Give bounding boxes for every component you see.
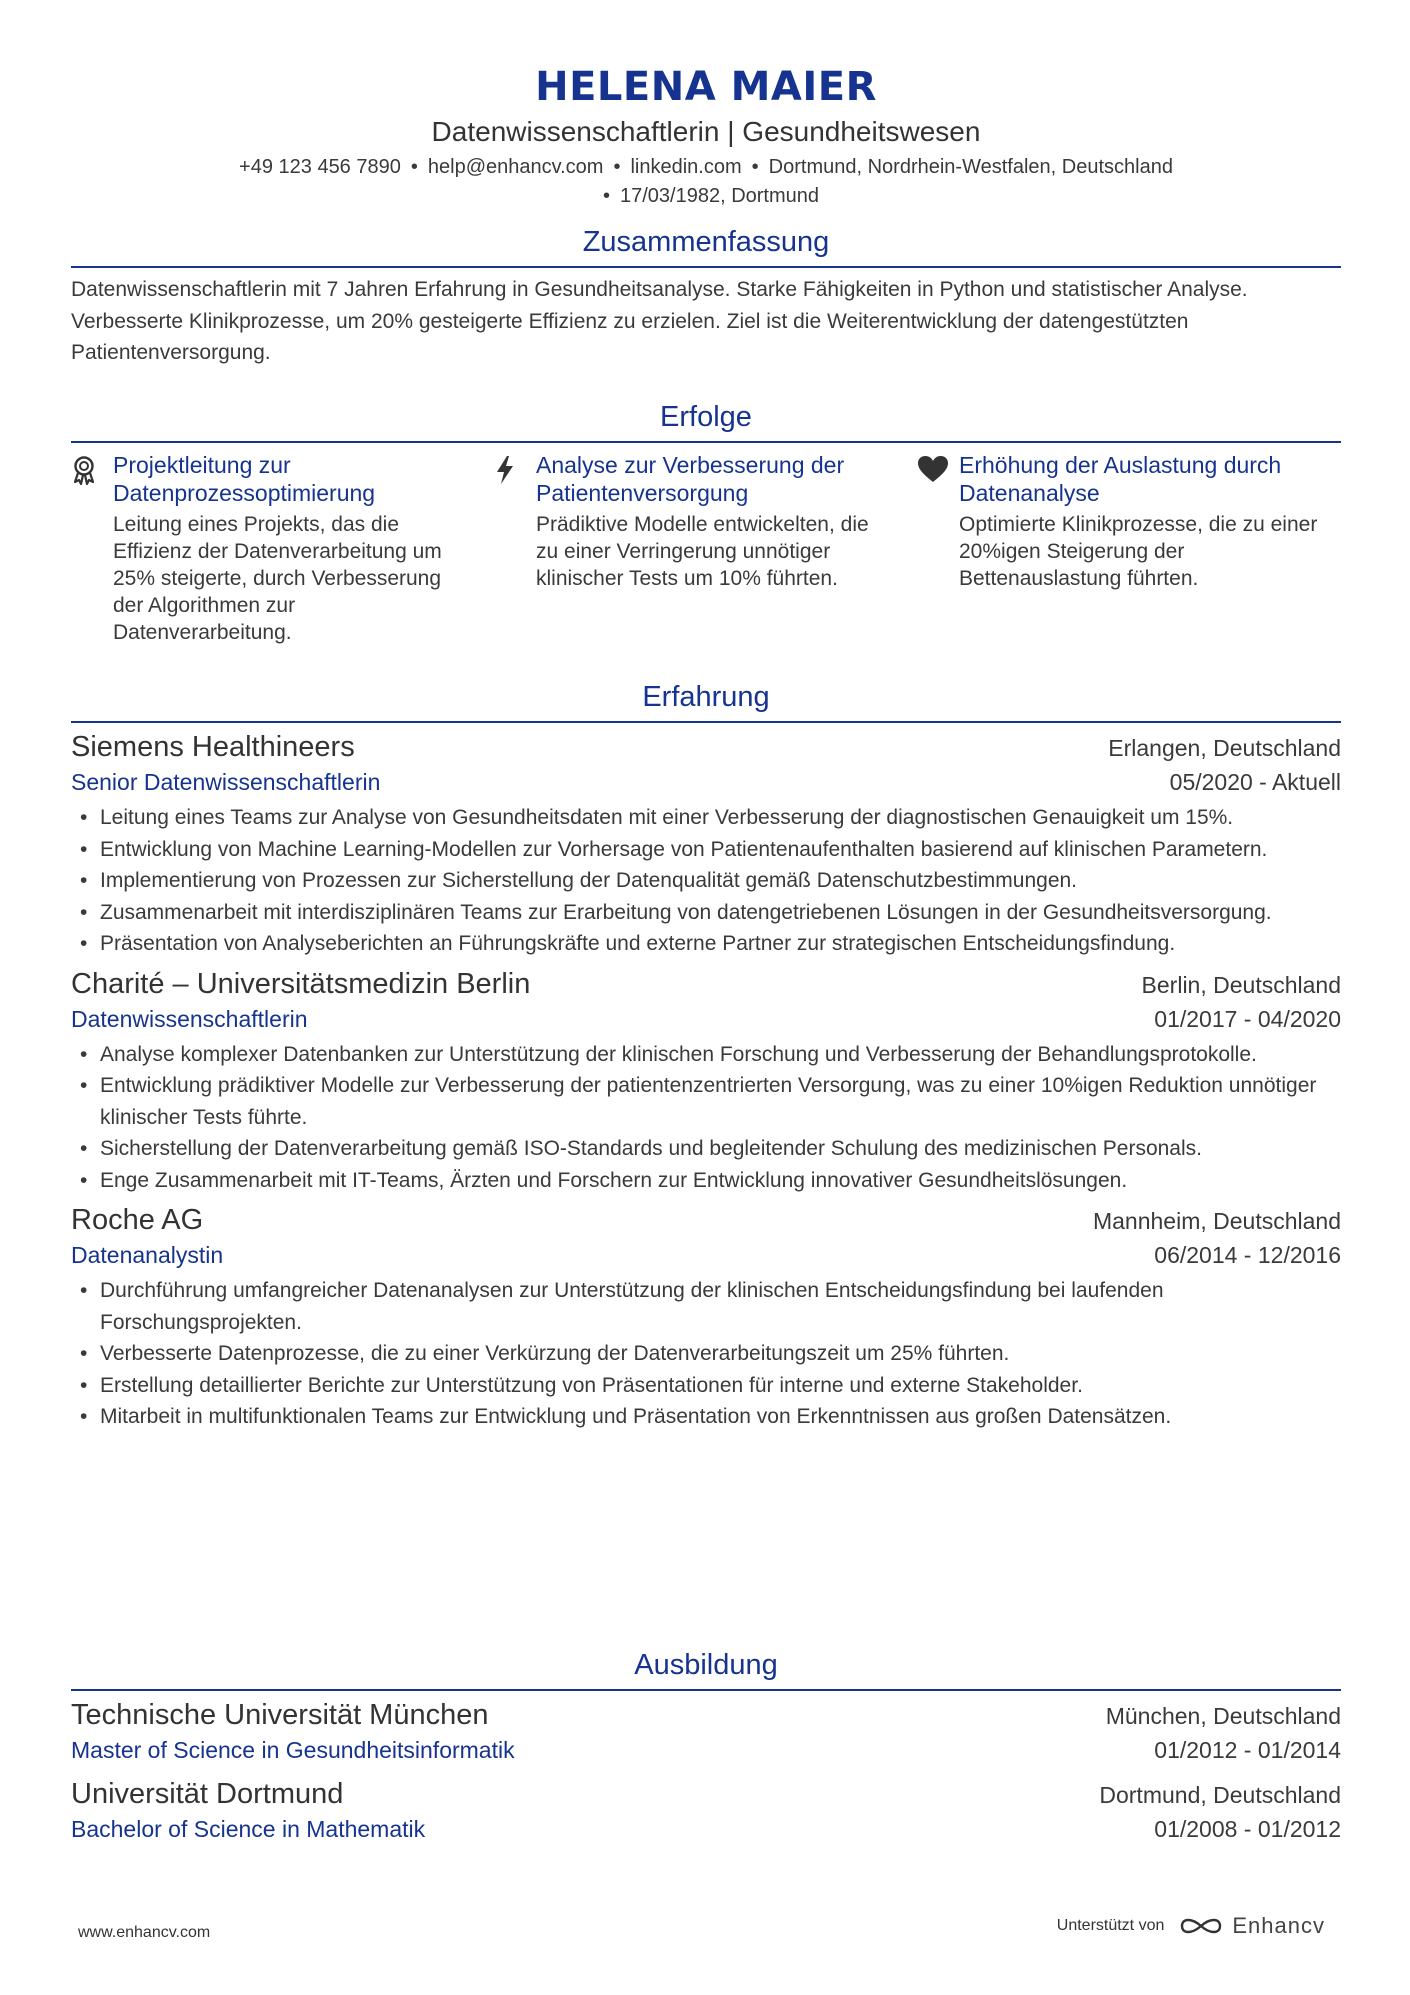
birth-info: 17/03/1982, Dortmund — [619, 185, 820, 207]
achievements-section — [71, 399, 1341, 646]
bullet-item: • Durchführung umfangreicher Datenanalysen zur Unterstützung der klinischen Entscheidungsfindung bei laufenden Forschungsprojekten. — [71, 1275, 1341, 1338]
job-role: Senior Datenwissenschaftlerin — [71, 769, 381, 795]
company-name: Charité – Universitätsmedizin Berlin — [71, 967, 531, 1000]
job-bullets — [71, 1275, 1341, 1433]
separator-dot: • — [613, 156, 621, 178]
job-location: Berlin, Deutschland — [1141, 971, 1341, 998]
bullet-item: • Erstellung detaillierter Berichte zur Unterstützung von Präsentationen für interne und externe Stakeholder. — [71, 1370, 1341, 1402]
job-dates: 06/2014 - 12/2016 — [1154, 1242, 1341, 1268]
separator-dot: • — [602, 185, 610, 207]
bullet-item: • Präsentation von Analyseberichten an Führungskräfte und externe Partner zur strategischen Entscheidungsfindung. — [71, 928, 1341, 960]
contact-info — [71, 153, 1341, 211]
achievement-item — [494, 451, 917, 646]
achievements-grid — [71, 451, 1341, 646]
degree: Master of Science in Gesundheitsinformatik — [71, 1737, 515, 1763]
achievement-item — [71, 451, 494, 646]
achievements-heading: Erfolge — [71, 399, 1341, 443]
company-name: Siemens Healthineers — [71, 731, 355, 763]
summary-text: Datenwissenschaftlerin mit 7 Jahren Erfahrung in Gesundheitsanalyse. Starke Fähigkeiten in Python und statistischer Analyse. Verbesserte Klinikprozesse, um 20% gesteigerte Effizienz zu erzielen. Ziel ist die Weiterentwicklung der datengestützten Patientenversorgung. — [71, 278, 1248, 364]
job-entry — [71, 966, 1341, 1197]
education-dates: 01/2012 - 01/2014 — [1154, 1737, 1341, 1763]
bullet-item: • Entwicklung prädiktiver Modelle zur Verbesserung der patientenzentrierten Versorgung, was zu einer 10%igen Reduktion unnötiger klinischer Tests führte. — [71, 1070, 1341, 1133]
bullet-item: • Analyse komplexer Datenbanken zur Unterstützung der klinischen Forschung und Verbesserung der Behandlungsprotokolle. — [71, 1039, 1341, 1071]
school-name: Technische Universität München — [71, 1699, 489, 1731]
school-location: Dortmund, Deutschland — [1099, 1782, 1341, 1808]
experience-heading: Erfahrung — [71, 679, 1341, 723]
school-location: München, Deutschland — [1105, 1703, 1341, 1729]
education-heading: Ausbildung — [71, 1647, 1341, 1691]
bullet-item: • Implementierung von Prozessen zur Sicherstellung der Datenqualität gemäß Datenschutzbestimmungen. — [71, 865, 1341, 897]
award-icon — [71, 451, 113, 646]
job-location: Erlangen, Deutschland — [1108, 735, 1341, 761]
summary-section — [71, 224, 1341, 369]
enhancv-brand: Enhancv — [1232, 1913, 1325, 1938]
education-dates: 01/2008 - 01/2012 — [1154, 1816, 1341, 1842]
education-entry — [71, 1697, 1341, 1766]
powered-by-label: Unterstützt von — [1056, 1917, 1165, 1934]
job-role: Datenwissenschaftlerin — [71, 1005, 308, 1032]
bullet-item: • Entwicklung von Machine Learning-Modellen zur Vorhersage von Patientenaufenthalten basierend auf klinischen Parametern. — [71, 834, 1341, 866]
resume-page — [71, 0, 1341, 1842]
achievement-description: Prädiktive Modelle entwickelten, die zu einer Verringerung unnötiger klinischer Tests um 10% führten. — [536, 513, 869, 590]
job-bullets — [71, 802, 1341, 960]
achievement-title: Analyse zur Verbesserung der Patientenversorgung — [536, 452, 845, 506]
enhancv-logo-icon — [1178, 1914, 1224, 1938]
separator-dot: • — [410, 156, 418, 178]
achievement-item — [917, 451, 1340, 646]
bullet-item: • Sicherstellung der Datenverarbeitung gemäß ISO-Standards und begleitender Schulung des medizinischen Personals. — [71, 1133, 1341, 1165]
company-name: Roche AG — [71, 1204, 204, 1236]
job-role: Datenanalystin — [71, 1242, 224, 1268]
separator-dot: • — [751, 156, 759, 178]
bullet-item: • Verbesserte Datenprozesse, die zu einer Verkürzung der Datenverarbeitungszeit um 25% führten. — [71, 1338, 1341, 1370]
job-entry — [71, 1202, 1341, 1433]
achievement-description: Optimierte Klinikprozesse, die zu einer 20%igen Steigerung der Bettenauslastung führten. — [959, 513, 1318, 590]
footer-website[interactable]: www.enhancv.com — [78, 1924, 211, 1941]
linkedin-link[interactable]: linkedin.com — [630, 156, 742, 178]
school-name: Universität Dortmund — [71, 1778, 344, 1810]
education-section — [71, 1647, 1341, 1845]
candidate-title: Datenwissenschaftlerin | Gesundheitswesen — [431, 116, 981, 147]
address: Dortmund, Nordrhein-Westfalen, Deutschland — [768, 156, 1173, 178]
job-entry — [71, 729, 1341, 960]
bullet-item: • Zusammenarbeit mit interdisziplinären Teams zur Erarbeitung von datengetriebenen Lösungen in der Gesundheitsversorgung. — [71, 897, 1341, 929]
candidate-name: HELENA MAIER — [535, 64, 877, 110]
degree: Bachelor of Science in Mathematik — [71, 1816, 426, 1842]
email[interactable]: help@enhancv.com — [427, 156, 604, 178]
achievement-description: Leitung eines Projekts, das die Effizienz der Datenverarbeitung um 25% steigerte, durch Verbesserung der Algorithmen zur Datenverarbeitung. — [113, 513, 442, 644]
job-bullets — [71, 1039, 1341, 1197]
summary-heading: Zusammenfassung — [71, 224, 1341, 268]
bullet-item: • Leitung eines Teams zur Analyse von Gesundheitsdaten mit einer Verbesserung der diagnostischen Genauigkeit um 15%. — [71, 802, 1341, 834]
bullet-item: • Mitarbeit in multifunktionalen Teams zur Entwicklung und Präsentation von Erkenntnissen aus großen Datensätzen. — [71, 1401, 1341, 1433]
education-entry — [71, 1776, 1341, 1845]
job-dates: 01/2017 - 04/2020 — [1154, 1005, 1341, 1032]
achievement-title: Erhöhung der Auslastung durch Datenanalyse — [959, 452, 1282, 506]
lightning-icon — [494, 451, 536, 646]
bullet-item: • Enge Zusammenarbeit mit IT-Teams, Ärzten und Forschern zur Entwicklung innovativer Gesundheitslösungen. — [71, 1165, 1341, 1197]
job-dates: 05/2020 - Aktuell — [1169, 769, 1341, 795]
achievement-title: Projektleitung zur Datenprozessoptimierung — [113, 452, 376, 506]
heart-icon — [917, 451, 959, 646]
job-location: Mannheim, Deutschland — [1092, 1208, 1341, 1234]
footer-branding — [1057, 1913, 1325, 1939]
phone[interactable]: +49 123 456 7890 — [239, 156, 401, 178]
experience-section — [71, 679, 1341, 1433]
